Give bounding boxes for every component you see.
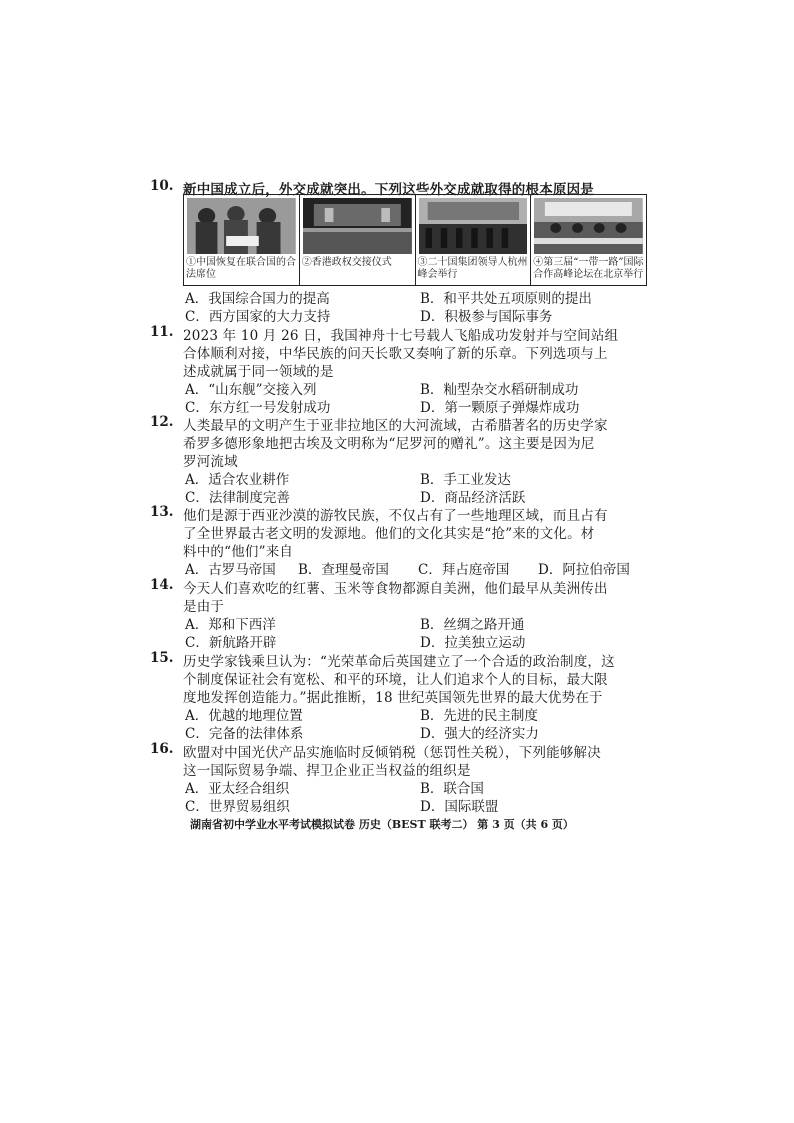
- question-14-line: 是由于: [183, 599, 225, 615]
- question-13-number: 13.: [150, 504, 174, 520]
- question-12-line: 罗河流域: [183, 454, 238, 470]
- q16-option-b[interactable]: B．联合国: [420, 781, 484, 797]
- question-11-line: 2023 年 10 月 26 日，我国神舟十七号载人飞船成功发射并与空间站组: [183, 328, 619, 344]
- q15-option-d[interactable]: D．强大的经济实力: [420, 726, 539, 742]
- question-13-line: 了全世界最古老文明的发源地。他们的文化其实是“抢”来的文化。材: [183, 526, 595, 542]
- photo-cell-1: [184, 195, 300, 285]
- photo-caption-2: ②香港政权交接仪式: [301, 257, 392, 268]
- photo-g20-summit: [419, 198, 528, 254]
- q16-option-c[interactable]: C．世界贸易组织: [185, 799, 290, 815]
- question-11-line: 合体顺利对接，中华民族的问天长歌又奏响了新的乐章。下列选项与上: [183, 346, 608, 362]
- photo-caption-1: ①中国恢复在联合国的合法席位: [186, 257, 296, 280]
- photo-strip: [183, 194, 647, 286]
- question-12-line: 人类最早的文明产生于亚非拉地区的大河流域，古希腊著名的历史学家: [183, 418, 608, 434]
- q13-option-a[interactable]: A．古罗马帝国: [185, 562, 276, 578]
- question-12-line: 希罗多德形象地把古埃及文明称为“尼罗河的赠礼”。这主要是因为尼: [183, 436, 595, 452]
- question-15-line: 历史学家钱乘旦认为：“光荣革命后英国建立了一个合适的政治制度，这: [183, 654, 615, 670]
- q12-option-a[interactable]: A．适合农业耕作: [185, 472, 290, 488]
- q10-option-d[interactable]: D．积极参与国际事务: [420, 309, 553, 325]
- photo-cell-4: [531, 195, 646, 285]
- question-13-line: 料中的“他们”来自: [183, 544, 294, 560]
- photo-cell-3: [416, 195, 532, 285]
- question-15-line: 个制度保证社会有宽松、和平的环境，让人们追求个人的目标，最大限: [183, 672, 608, 688]
- q12-option-b[interactable]: B．手工业发达: [420, 472, 511, 488]
- photo-caption-3: ③二十国集团领导人杭州峰会举行: [417, 257, 528, 280]
- q13-option-d[interactable]: D．阿拉伯帝国: [538, 562, 630, 578]
- photo-belt-road-forum: [534, 198, 643, 254]
- question-14-number: 14.: [150, 577, 174, 593]
- question-16-line: 欧盟对中国光伏产品实施临时反倾销税（惩罚性关税），下列能够解决: [183, 745, 601, 761]
- q12-option-c[interactable]: C．法律制度完善: [185, 490, 290, 506]
- q11-option-c[interactable]: C．东方红一号发射成功: [185, 400, 331, 416]
- question-10-stem: 新中国成立后，外交成就突出。下列这些外交成就取得的根本原因是: [183, 182, 594, 198]
- q11-option-b[interactable]: B．籼型杂交水稻研制成功: [420, 382, 579, 398]
- question-15-line: 度地发挥创造能力。”据此推断，18 世纪英国领先世界的最大优势在于: [183, 690, 603, 706]
- q15-option-b[interactable]: B．先进的民主制度: [420, 708, 538, 724]
- q13-option-c[interactable]: C．拜占庭帝国: [418, 562, 510, 578]
- page-footer: 湖南省初中学业水平考试模拟试卷 历史（BEST 联考二） 第 3 页（共 6 页）: [190, 818, 574, 831]
- q14-option-a[interactable]: A．郑和下西洋: [185, 617, 276, 633]
- q11-option-d[interactable]: D．第一颗原子弹爆炸成功: [420, 400, 580, 416]
- q14-option-d[interactable]: D．拉美独立运动: [420, 635, 526, 651]
- question-11-line: 述成就属于同一领域的是: [183, 364, 334, 380]
- q10-option-a[interactable]: A．我国综合国力的提高: [185, 291, 330, 307]
- q15-option-a[interactable]: A．优越的地理位置: [185, 708, 303, 724]
- question-10-number: 10.: [150, 178, 174, 194]
- question-16-number: 16.: [150, 741, 174, 757]
- question-13-line: 他们是源于西亚沙漠的游牧民族，不仅占有了一些地理区域，而且占有: [183, 508, 608, 524]
- photo-caption-4: ④第三届“一带一路”国际合作高峰论坛在北京举行: [533, 257, 644, 280]
- q13-option-b[interactable]: B．查理曼帝国: [298, 562, 389, 578]
- photo-cell-2: [300, 195, 416, 285]
- q14-option-c[interactable]: C．新航路开辟: [185, 635, 277, 651]
- question-11-number: 11.: [150, 324, 174, 340]
- question-15-number: 15.: [150, 650, 174, 666]
- question-16-line: 这一国际贸易争端、捍卫企业正当权益的组织是: [183, 763, 471, 779]
- photo-un-seat: [187, 198, 296, 254]
- q15-option-c[interactable]: C．完备的法律体系: [185, 726, 304, 742]
- q10-option-b[interactable]: B．和平共处五项原则的提出: [420, 291, 592, 307]
- q16-option-a[interactable]: A．亚太经合组织: [185, 781, 290, 797]
- question-12-number: 12.: [150, 414, 174, 430]
- q12-option-d[interactable]: D．商品经济活跃: [420, 490, 526, 506]
- q16-option-d[interactable]: D．国际联盟: [420, 799, 499, 815]
- q11-option-a[interactable]: A．“山东舰”交接入列: [185, 382, 317, 398]
- question-14-line: 今天人们喜欢吃的红薯、玉米等食物都源自美洲，他们最早从美洲传出: [183, 581, 608, 597]
- q10-option-c[interactable]: C．西方国家的大力支持: [185, 309, 331, 325]
- photo-hongkong-handover: [303, 198, 412, 254]
- q14-option-b[interactable]: B．丝绸之路开通: [420, 617, 525, 633]
